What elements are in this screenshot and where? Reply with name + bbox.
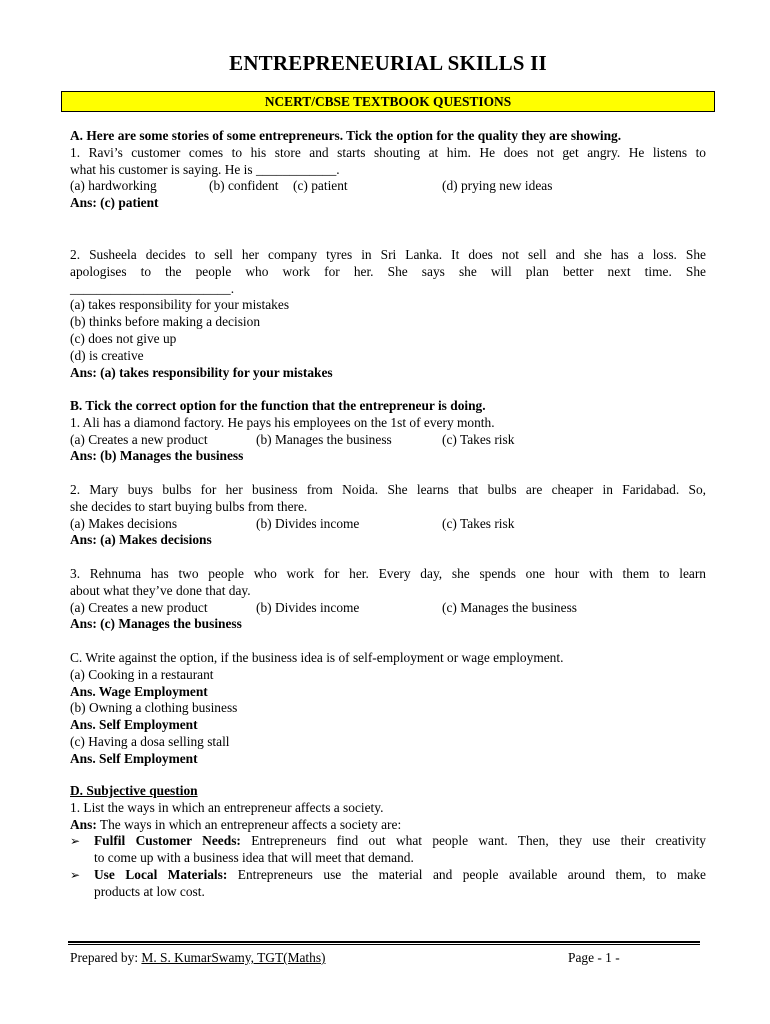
- question-b3-line1: 3. Rehnuma has two people who work for her. Every day, she spends one hour with them to learn: [70, 566, 706, 581]
- answer-a2: Ans: (a) takes responsibility for your mistakes: [70, 364, 333, 380]
- option-a: (a) takes responsibility for your mistakes: [70, 297, 290, 313]
- bullet-text: to come up with a business idea that will meet that demand.: [94, 850, 414, 866]
- option-d: (d) is creative: [70, 347, 144, 363]
- option-d: (d) prying new ideas: [442, 178, 553, 194]
- question-b3-line2: about what they’ve done that day.: [70, 582, 251, 598]
- option-b: (b) confident: [209, 178, 279, 194]
- answer-a1: Ans: (c) patient: [70, 195, 159, 211]
- section-a-heading: A. Here are some stories of some entrepreneurs. Tick the option for the quality they are showing.: [70, 128, 622, 143]
- option-b: (b) Divides income: [256, 515, 360, 531]
- bullet-title: Fulfil Customer Needs:: [94, 833, 241, 849]
- bullet-text: products at low cost.: [94, 883, 205, 899]
- answer-b1: Ans: (b) Manages the business: [70, 448, 244, 464]
- option-c: (c) patient: [293, 178, 348, 194]
- bullet-item-customer-needs: [70, 833, 706, 867]
- question-a2: [70, 247, 706, 381]
- question-b3: [70, 566, 706, 633]
- answer-label: Ans:: [70, 816, 97, 832]
- question-d1: 1. List the ways in which an entrepreneur affects a society.: [70, 799, 384, 815]
- option-c: (c) does not give up: [70, 330, 177, 346]
- item-c-c: (c) Having a dosa selling stall: [70, 733, 230, 749]
- bullet-title: Use Local Materials:: [94, 866, 228, 882]
- question-a2-line1: 2. Susheela decides to sell her company tyres in Sri Lanka. It does not sell and she has a loss. She: [70, 247, 706, 262]
- bullet-text: Entrepreneurs find out what people want. Then, they use their creativity: [240, 833, 706, 849]
- question-a1-line1: 1. Ravi’s customer comes to his store and starts shouting at him. He does not get angry. He listens to: [70, 144, 706, 160]
- item-c-b: (b) Owning a clothing business: [70, 700, 238, 716]
- option-b: (b) thinks before making a decision: [70, 314, 261, 330]
- page-number: Page - 1 -: [568, 950, 620, 965]
- footer-divider: [68, 941, 700, 945]
- section-d-heading: D. Subjective question: [70, 783, 198, 798]
- question-b2-options: [70, 516, 706, 533]
- item-c-a: (a) Cooking in a restaurant: [70, 666, 214, 682]
- answer-d1-intro: [70, 817, 706, 834]
- answer-b2: Ans: (a) Makes decisions: [70, 532, 212, 548]
- question-b3-options: [70, 600, 706, 617]
- bullet-text: Entrepreneurs use the material and people available around them, to make: [227, 866, 706, 882]
- answer-text: The ways in which an entrepreneur affects a society are:: [96, 816, 402, 832]
- question-a1-line2: what his customer is saying. He is ____________.: [70, 161, 340, 177]
- section-d: [70, 783, 706, 901]
- section-a: [70, 128, 706, 212]
- option-a: (a) Creates a new product: [70, 599, 208, 615]
- section-c-heading: C. Write against the option, if the business idea is of self-employment or wage employment.: [70, 650, 564, 665]
- question-b1-line1: 1. Ali has a diamond factory. He pays his employees on the 1st of every month.: [70, 414, 495, 430]
- arrow-bullet-icon: ➢: [70, 834, 81, 849]
- question-b2: [70, 482, 706, 549]
- section-banner: NCERT/CBSE TEXTBOOK QUESTIONS: [61, 91, 715, 112]
- option-c: (c) Takes risk: [442, 431, 515, 447]
- document-title: ENTREPRENEURIAL SKILLS II: [229, 51, 547, 75]
- question-a2-line3: ________________________.: [70, 280, 235, 296]
- question-a2-line2: apologises to the people who work for her. She says she will plan better next time. She: [70, 263, 706, 279]
- answer-c-a: Ans. Wage Employment: [70, 683, 208, 699]
- section-c: [70, 650, 706, 768]
- option-b: (b) Manages the business: [256, 431, 392, 447]
- bullet-item-local-materials: [70, 867, 706, 901]
- option-b: (b) Divides income: [256, 599, 360, 615]
- prepared-label: Prepared by:: [70, 950, 142, 965]
- answer-b3: Ans: (c) Manages the business: [70, 616, 242, 632]
- footer-prepared-by: [70, 950, 326, 967]
- section-b-heading: B. Tick the correct option for the function that the entrepreneur is doing.: [70, 398, 486, 413]
- question-b1-options: [70, 432, 706, 449]
- option-a: (a) Creates a new product: [70, 431, 208, 447]
- answer-c-c: Ans. Self Employment: [70, 750, 198, 766]
- author-name: M. S. KumarSwamy, TGT(Maths): [141, 950, 326, 965]
- arrow-bullet-icon: ➢: [70, 867, 81, 882]
- option-a: (a) Makes decisions: [70, 515, 178, 531]
- question-b2-line1: 2. Mary buys bulbs for her business from Noida. She learns that bulbs are cheaper in Faridabad. So,: [70, 482, 706, 497]
- question-a1-options: [70, 178, 706, 195]
- section-b: [70, 398, 706, 465]
- answer-c-b: Ans. Self Employment: [70, 717, 198, 733]
- option-c: (c) Manages the business: [442, 599, 577, 615]
- option-a: (a) hardworking: [70, 178, 157, 194]
- option-c: (c) Takes risk: [442, 515, 515, 531]
- question-b2-line2: she decides to start buying bulbs from there.: [70, 498, 308, 514]
